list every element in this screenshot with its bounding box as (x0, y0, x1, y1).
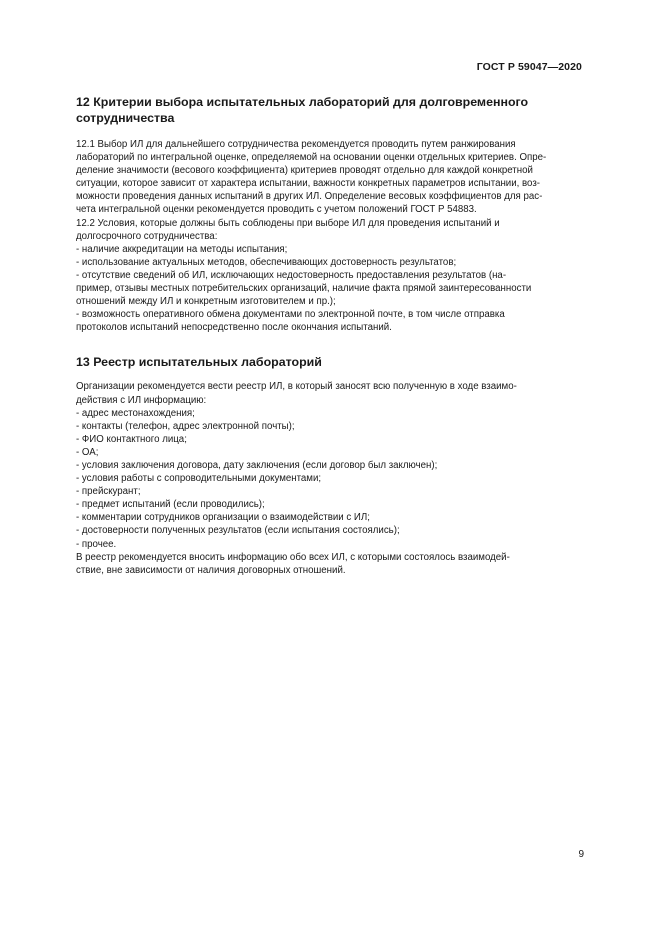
text-line: долгосрочного сотрудничества: (76, 230, 218, 242)
text-line: пример, отзывы местных потребительских организаций, наличие факта прямой заинтересованности (76, 283, 532, 295)
section-12-heading-line1: 12 Критерии выбора испытательных лабораторий для долговременного (76, 95, 529, 109)
text-line: лабораторий по интегральной оценке, определяемой на основании оценки отдельных критериев. Опре- (76, 152, 547, 164)
list-item: - условия работы с сопроводительными документами; (76, 473, 322, 485)
section-13-body (76, 380, 582, 576)
text-line: 12.1 Выбор ИЛ для дальнейшего сотрудничества рекомендуется проводить путем ранжирования (76, 139, 516, 150)
paragraph-12-1 (76, 138, 582, 217)
list-item (76, 308, 582, 334)
list-item (76, 269, 582, 308)
section-12-heading (76, 94, 582, 126)
paragraph-13-intro (76, 380, 582, 406)
list-item: - ОА; (76, 446, 99, 458)
list-item: - использование актуальных методов, обеспечивающих достоверность результатов; (76, 256, 457, 268)
text-line: В реестр рекомендуется вносить информацию обо всех ИЛ, с которыми состоялось взаимодей- (76, 551, 510, 563)
text-line: чета интегральной оценки рекомендуется проводить с учетом положений ГОСТ Р 54883. (76, 204, 477, 216)
list-item: - адрес местонахождения; (76, 407, 195, 419)
text-line: Организации рекомендуется вести реестр ИЛ, в который заносят всю полученную в ходе взаимо- (76, 381, 517, 393)
list-13 (76, 407, 582, 551)
list-item: - прейскурант; (76, 486, 141, 498)
list-item: - предмет испытаний (если проводились); (76, 499, 265, 511)
list-12-2 (76, 243, 582, 335)
list-item: - прочее. (76, 538, 117, 550)
page-content (76, 94, 582, 577)
section-12-heading-line2: сотрудничества (76, 111, 175, 125)
text-line: ситуации, которое зависит от характера испытании, важности конкретных параметров испытании, воз- (76, 178, 540, 190)
text-line: ствие, вне зависимости от наличия договорных отношений. (76, 564, 346, 576)
list-item: - наличие аккредитации на методы испытания; (76, 243, 288, 255)
list-item: - контакты (телефон, адрес электронной почты); (76, 420, 295, 432)
section-13-heading: 13 Реестр испытательных лабораторий (76, 355, 322, 370)
text-line: деление значимости (весового коэффициента) критериев проводят отдельно для каждой конкретной (76, 165, 533, 177)
paragraph-13-outro (76, 551, 582, 577)
page-number: 9 (578, 849, 584, 860)
paragraph-12-2 (76, 217, 582, 243)
text-line: можности проведения данных испытаний в других ИЛ. Определение весовых коэффициентов для рас- (76, 191, 543, 203)
text-line: - возможность оперативного обмена документами по электронной почте, в том числе отправка (76, 309, 505, 321)
text-line: 12.2 Условия, которые должны быть соблюдены при выборе ИЛ для проведения испытаний и (76, 217, 500, 229)
text-line: протоколов испытаний непосредственно после окончания испытаний. (76, 322, 392, 334)
text-line: действия с ИЛ информацию: (76, 394, 207, 406)
list-item: - комментарии сотрудников организации о взаимодействии с ИЛ; (76, 512, 370, 524)
list-item: - достоверности полученных результатов (если испытания состоялись); (76, 525, 400, 537)
section-12-body (76, 138, 582, 334)
document-id: ГОСТ Р 59047—2020 (476, 61, 582, 73)
list-item: - ФИО контактного лица; (76, 433, 187, 445)
text-line: - отсутствие сведений об ИЛ, исключающих недостоверность предоставления результатов (на- (76, 269, 507, 281)
text-line: отношений между ИЛ и конкретным изготовителем и пр.); (76, 296, 336, 308)
list-item: - условия заключения договора, дату заключения (если договор был заключен); (76, 459, 438, 471)
